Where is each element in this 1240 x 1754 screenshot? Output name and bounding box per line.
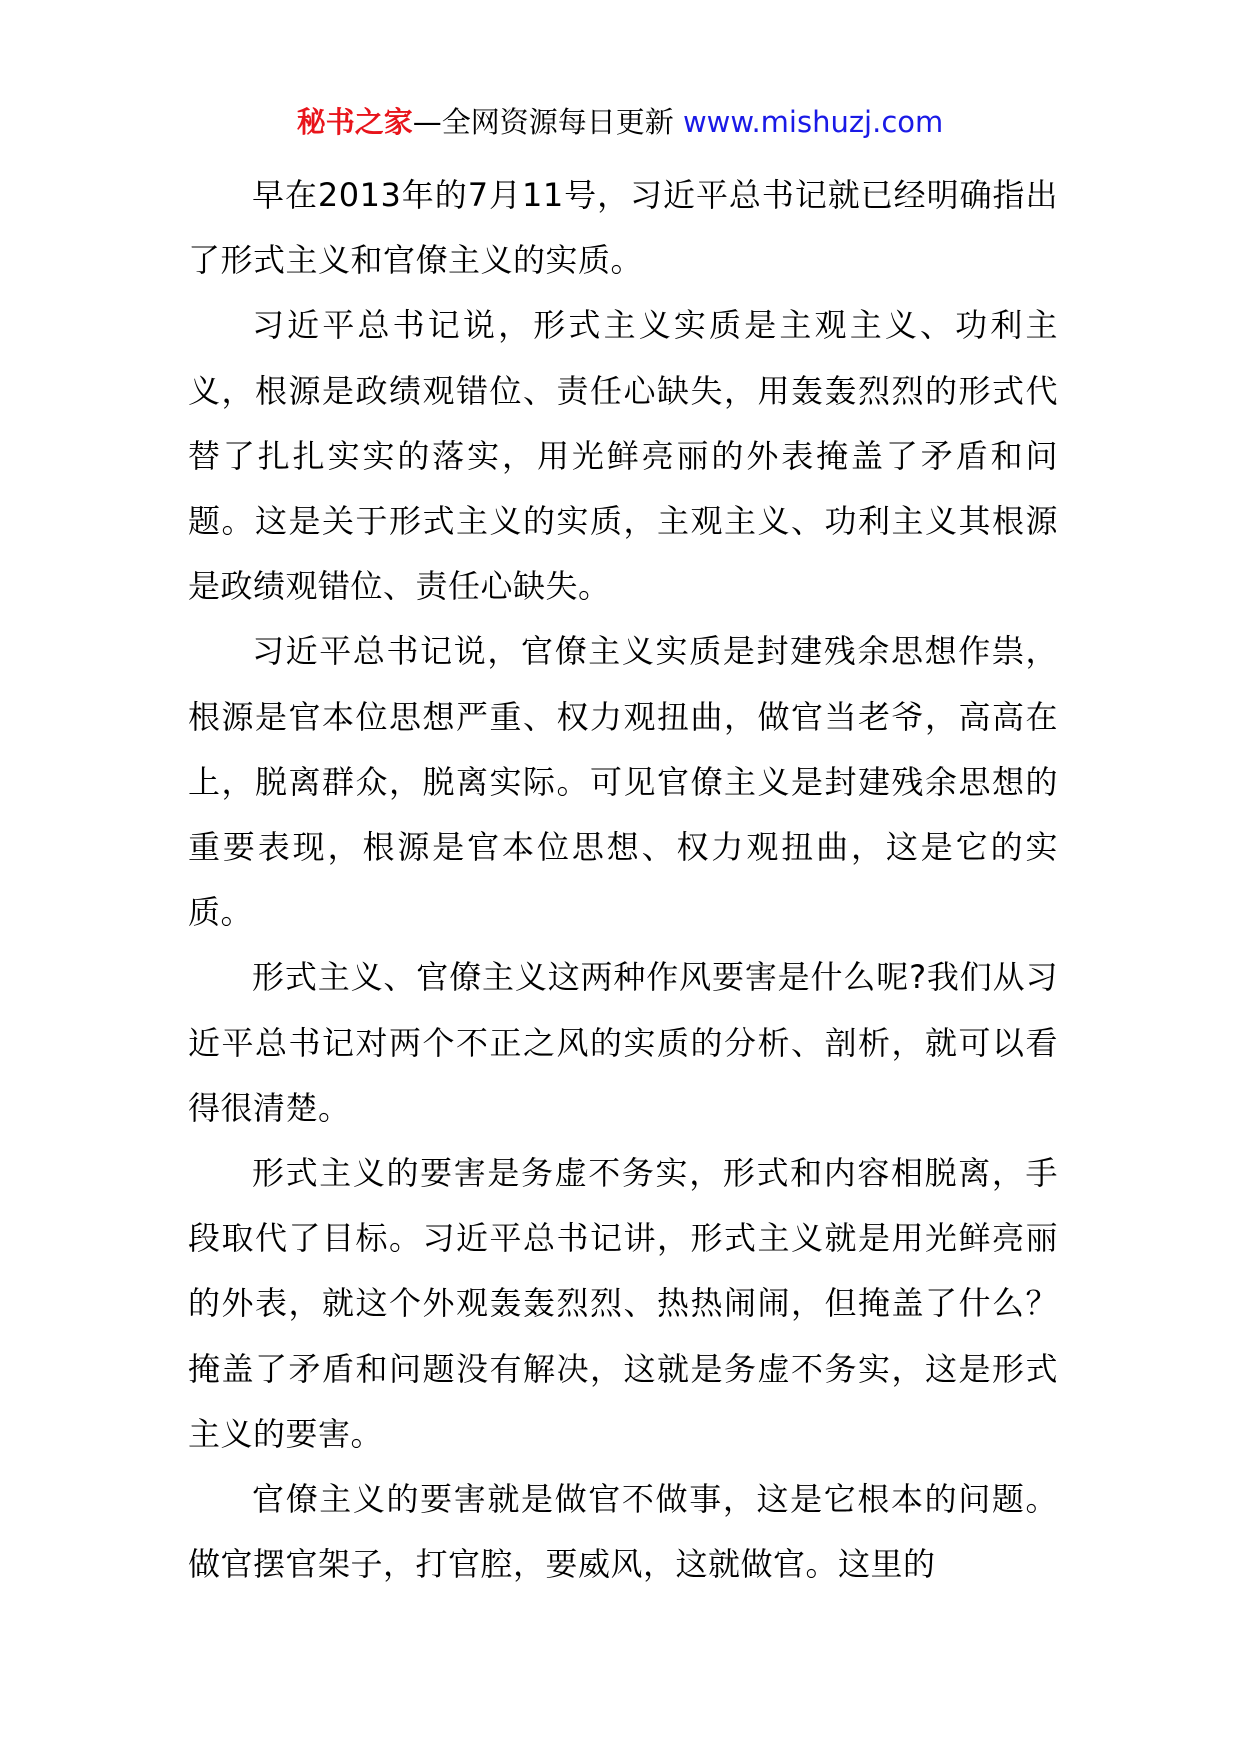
document-body xyxy=(188,163,1058,1597)
header-tagline: —全网资源每日更新 xyxy=(412,105,674,139)
paragraph-6: 官僚主义的要害就是做官不做事，这是它根本的问题。做官摆官架子，打官腔，要威风，这就做官。这里的 xyxy=(188,1480,1058,1584)
brand-name: 秘书之家 xyxy=(296,105,413,139)
site-url-link[interactable]: www.mishuzj.com xyxy=(682,105,944,139)
paragraph-4: 形式主义、官僚主义这两种作风要害是什么呢?我们从习近平总书记对两个不正之风的实质的分析、剖析，就可以看得很清楚。 xyxy=(188,958,1058,1127)
page-header xyxy=(0,102,1240,142)
paragraph-5: 形式主义的要害是务虚不务实，形式和内容相脱离，手段取代了目标。习近平总书记讲，形式主义就是用光鲜亮丽的外表，就这个外观轰轰烈烈、热热闹闹，但掩盖了什么？掩盖了矛盾和问题没有解决，这就是务虚不务实，这是形式主义的要害。 xyxy=(188,1154,1058,1453)
paragraph-2: 习近平总书记说，形式主义实质是主观主义、功利主义，根源是政绩观错位、责任心缺失，用轰轰烈烈的形式代替了扎扎实实的落实，用光鲜亮丽的外表掩盖了矛盾和问题。这是关于形式主义的实质，主观主义、功利主义其根源是政绩观错位、责任心缺失。 xyxy=(188,306,1058,606)
paragraph-3: 习近平总书记说，官僚主义实质是封建残余思想作祟，根源是官本位思想严重、权力观扭曲，做官当老爷，高高在上，脱离群众，脱离实际。可见官僚主义是封建残余思想的重要表现，根源是官本位思想、权力观扭曲，这是它的实质。 xyxy=(188,632,1058,932)
paragraph-1: 早在2013年的7月11号，习近平总书记就已经明确指出了形式主义和官僚主义的实质。 xyxy=(188,176,1058,280)
